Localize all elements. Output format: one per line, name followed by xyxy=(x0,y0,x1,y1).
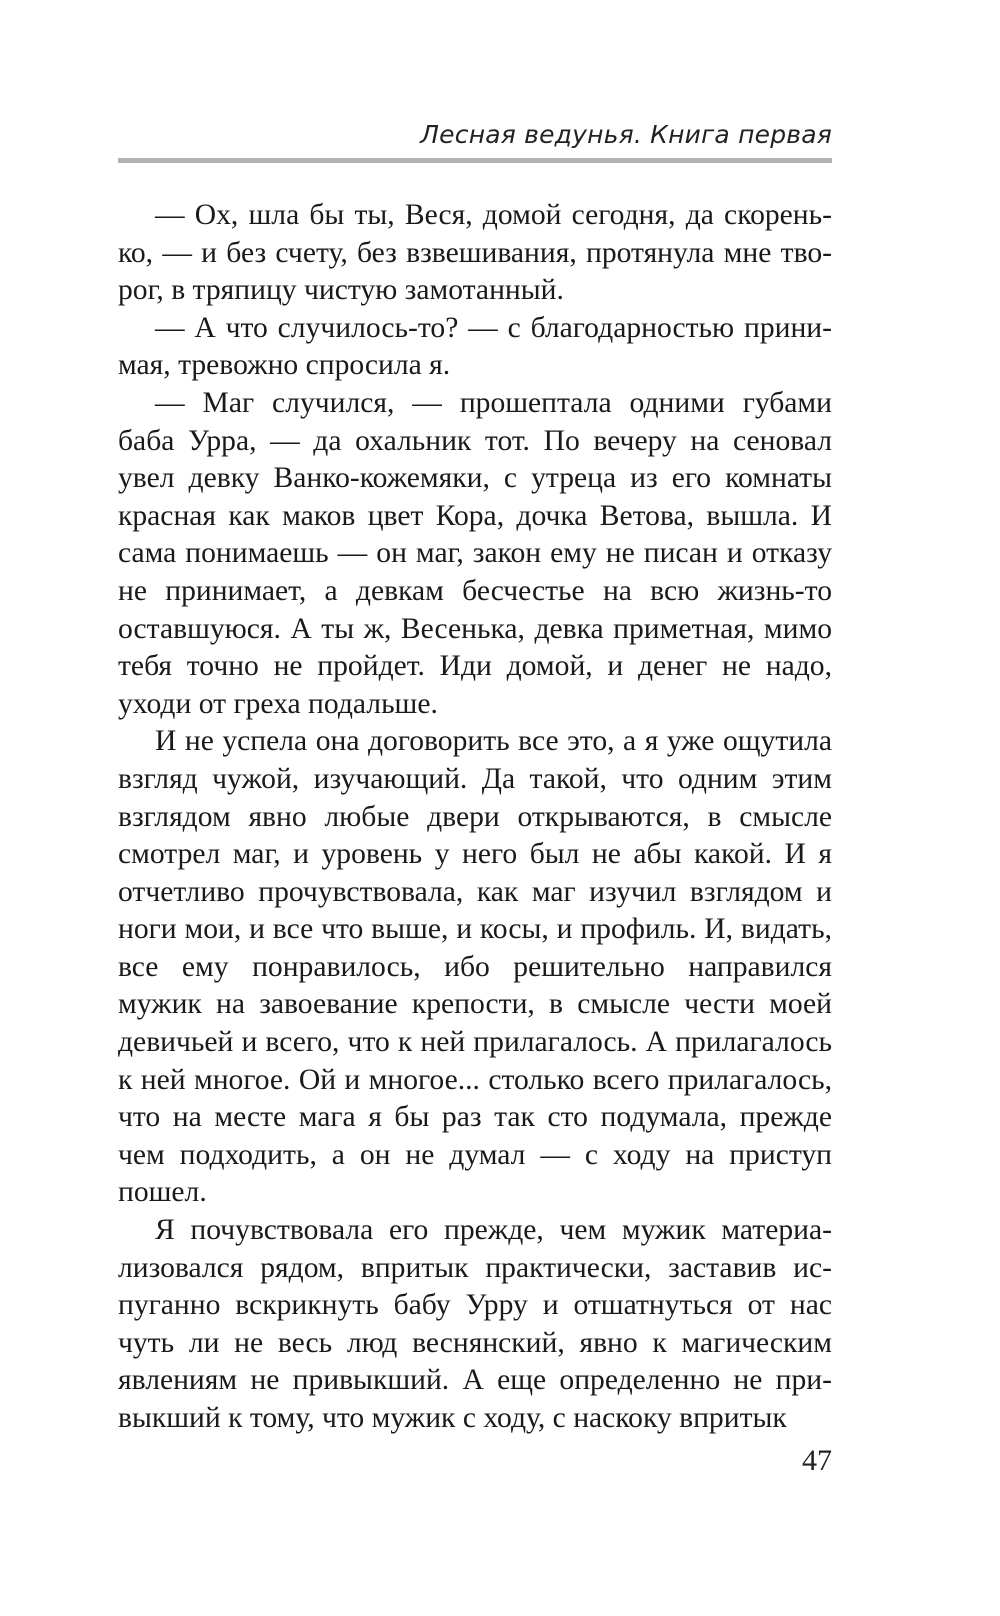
paragraph: — Ох, шла бы ты, Веся, домой сегодня, да скоренько, — и без счету, без взвешивания, протянула мне творог, в тряпицу чистую замотанный. xyxy=(118,199,832,307)
page-number: 47 xyxy=(802,1444,832,1477)
body-text xyxy=(118,197,832,1438)
paragraph: — А что случилось-то? — с благодарностью принимая, тревожно спросила я. xyxy=(118,311,832,382)
paragraph: И не успела она договорить все это, а я уже ощутила взгляд чужой, изучающий. Да такой, что одним этим взглядом явно любые двери открываются, в смысле смотрел маг, и уровень у него был не абы какой. И я отчетливо прочувствовала, как маг изучил взглядом и ноги мои, и все что выше, и косы, и профиль. И, видать, все ему понравилось, ибо решительно направился мужик на завоевание крепости, в смысле чести моей девичьей и всего, что к ней прилагалось. А прилагалось к ней многое. Ой и многое... столько всего прилагалось, что на месте мага я бы раз так сто подумала, прежде чем подходить, а он не думал — с ходу на приступ пошел. xyxy=(118,725,832,1209)
running-header-title: Лесная ведунья. Книга первая xyxy=(420,120,832,149)
paragraph: Я почувствовала его прежде, чем мужик материализовался рядом, впритык практически, заставив испуганно вскрикнуть бабу Урру и отшатнуться от нас чуть ли не весь люд веснянский, явно к магическим явлениям не привыкший. А еще определенно не привыкший к тому, что мужик с ходу, с наскоку впритык xyxy=(118,1214,832,1434)
paragraph: — Маг случился, — прошептала одними губами баба Урра, — да охальник тот. По вечеру на сеновал увел девку Ванко-кожемяки, с утреца из его комнаты красная как маков цвет Кора, дочка Ветова, вышла. И сама понимаешь — он маг, закон ему не писан и отказу не принимает, а девкам бесчестье на всю жизнь-то оставшуюся. А ты ж, Весенька, девка приметная, мимо тебя точно не пройдет. Иди домой, и денег не надо, уходи от греха подальше. xyxy=(118,386,832,720)
header-rule xyxy=(118,158,832,163)
